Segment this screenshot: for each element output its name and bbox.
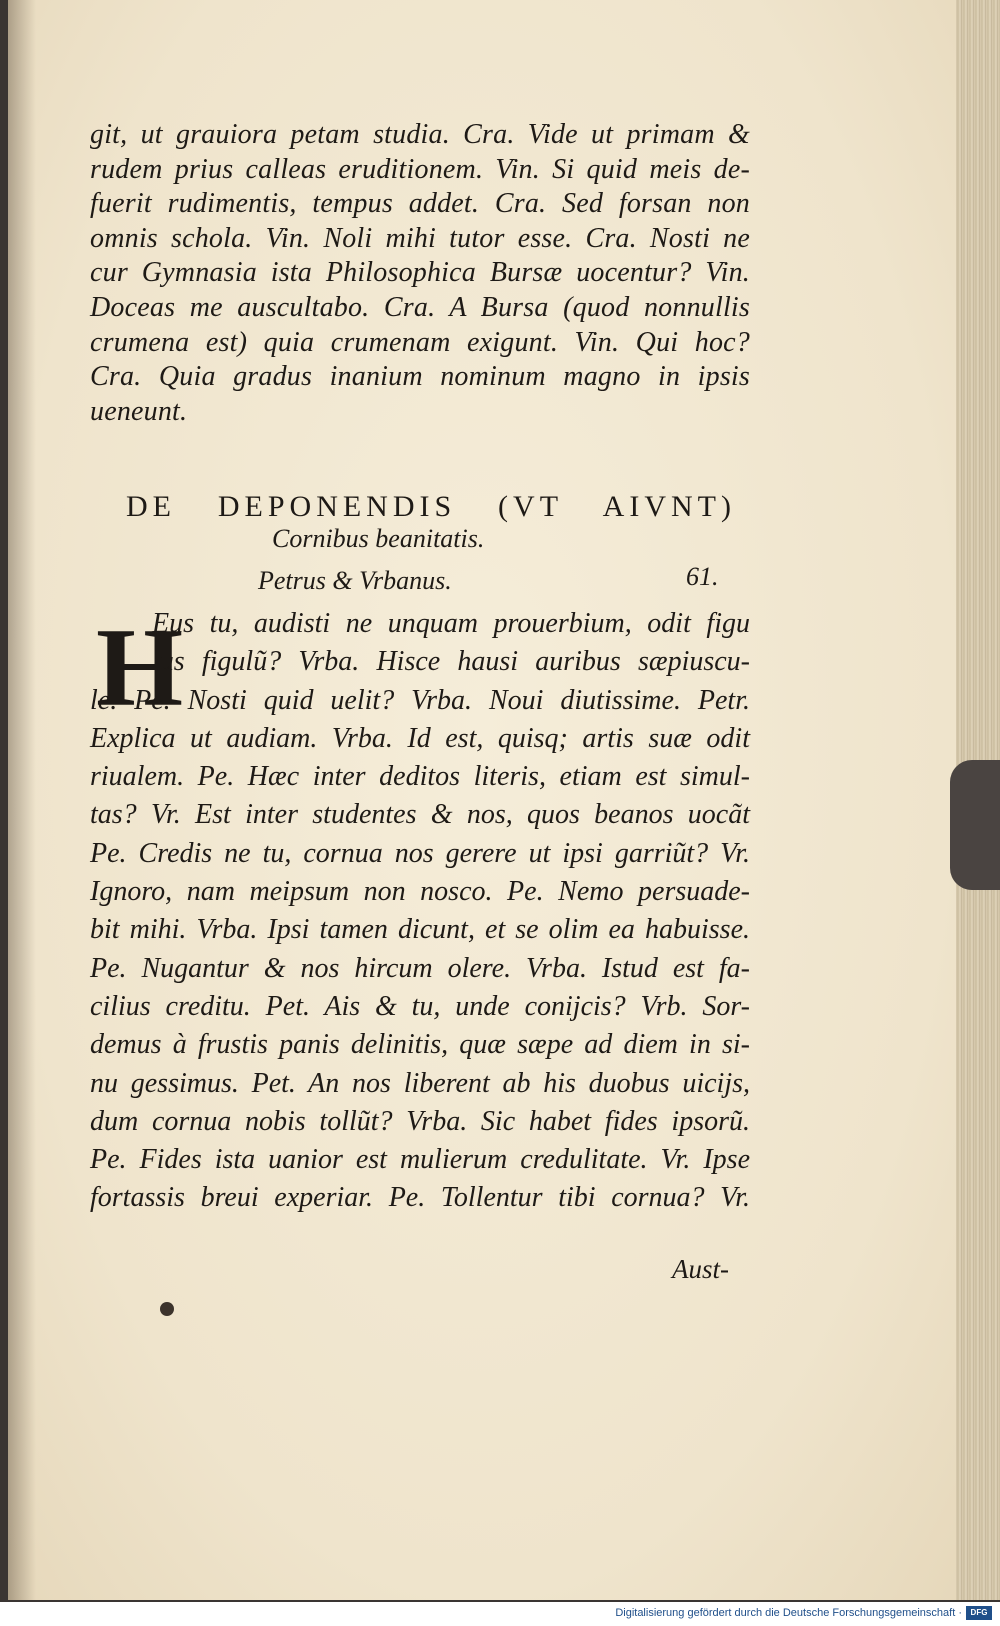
text-line: rudem prius calleas eruditionem. Vin. Si quid meis de- — [90, 153, 750, 185]
text-line: demus à frustis panis delinitis, quæ sæpe ad diem in si- — [90, 1029, 750, 1061]
paper-hole — [160, 1302, 174, 1316]
book-page — [8, 0, 958, 1600]
clip-tab — [950, 760, 1000, 890]
text-line: Cra. Quia gradus inanium nominum magno in ipsis — [90, 361, 750, 393]
text-line: ueneunt. — [90, 395, 188, 427]
text-line: cur Gymnasia ista Philosophica Bursæ uocentur? Vin. — [90, 257, 750, 289]
text-line: Eus tu, audisti ne unquam prouerbium, odit figu — [152, 608, 750, 639]
section-subtitle: Cornibus beanitatis. — [272, 524, 485, 553]
text-line: cilius creditu. Pet. Ais & tu, unde conijcis? Vrb. Sor- — [90, 990, 750, 1022]
text-line: git, ut grauiora petam studia. Cra. Vide ut primam & — [90, 119, 750, 150]
dialogue-paragraph — [90, 605, 750, 1218]
section-title: DE DEPONENDIS (VT AIVNT) — [126, 490, 736, 523]
text-line: tas? Vr. Est inter studentes & nos, quos beanos uocãt — [90, 799, 750, 831]
text-line: lus figulũ? Vrba. Hisce hausi auribus sæpiuscu- — [152, 646, 750, 678]
text-line: Pe. Nugantur & nos hircum olere. Vrba. Istud est fa- — [90, 952, 750, 984]
text-line: Pe. Fides ista uanior est mulierum credulitate. Vr. Ipse — [90, 1144, 750, 1176]
text-line: le. Pe. Nosti quid uelit? Vrba. Noui diutissime. Petr. — [90, 684, 750, 716]
text-line: Ignoro, nam meipsum non nosco. Pe. Nemo persuade- — [90, 876, 750, 908]
page-number: 61. — [686, 562, 719, 591]
gutter-shadow — [8, 0, 36, 1600]
text-line: crumena est) quia crumenam exigunt. Vin. Qui hoc? — [90, 326, 750, 358]
text-line: omnis schola. Vin. Noli mihi tutor esse. Cra. Nosti ne — [90, 222, 750, 254]
top-paragraph — [90, 118, 750, 429]
text-line: riualem. Pe. Hæc inter deditos literis, etiam est simul- — [90, 761, 750, 793]
text-line: Explica ut audiam. Vrba. Id est, quisq; artis suæ odit — [90, 722, 750, 754]
text-line: Doceas me auscultabo. Cra. A Bursa (quod nonnullis — [90, 291, 750, 323]
text-line: bit mihi. Vrba. Ipsi tamen dicunt, et se olim ea habuisse. — [90, 914, 750, 946]
dialogue-speakers: Petrus & Vrbanus. — [258, 566, 452, 595]
text-line: nu gessimus. Pet. An nos liberent ab his duobus uicijs, — [90, 1067, 750, 1099]
dfg-logo: DFG — [966, 1606, 992, 1620]
drop-cap: H — [96, 606, 184, 730]
catchword: Aust- — [672, 1254, 729, 1284]
text-line: fortassis breui experiar. Pe. Tollentur tibi cornua? Vr. — [90, 1182, 750, 1214]
text-line: fuerit rudimentis, tempus addet. Cra. Sed forsan non — [90, 188, 750, 220]
text-line: Pe. Credis ne tu, cornua nos gerere ut ipsi garriũt? Vr. — [90, 837, 750, 869]
footer-bar — [0, 1602, 1000, 1626]
text-line: dum cornua nobis tollũt? Vrba. Sic habet fides ipsorũ. — [90, 1105, 750, 1137]
funding-credit: Digitalisierung gefördert durch die Deutsche Forschungsgemeinschaft · — [615, 1607, 962, 1619]
